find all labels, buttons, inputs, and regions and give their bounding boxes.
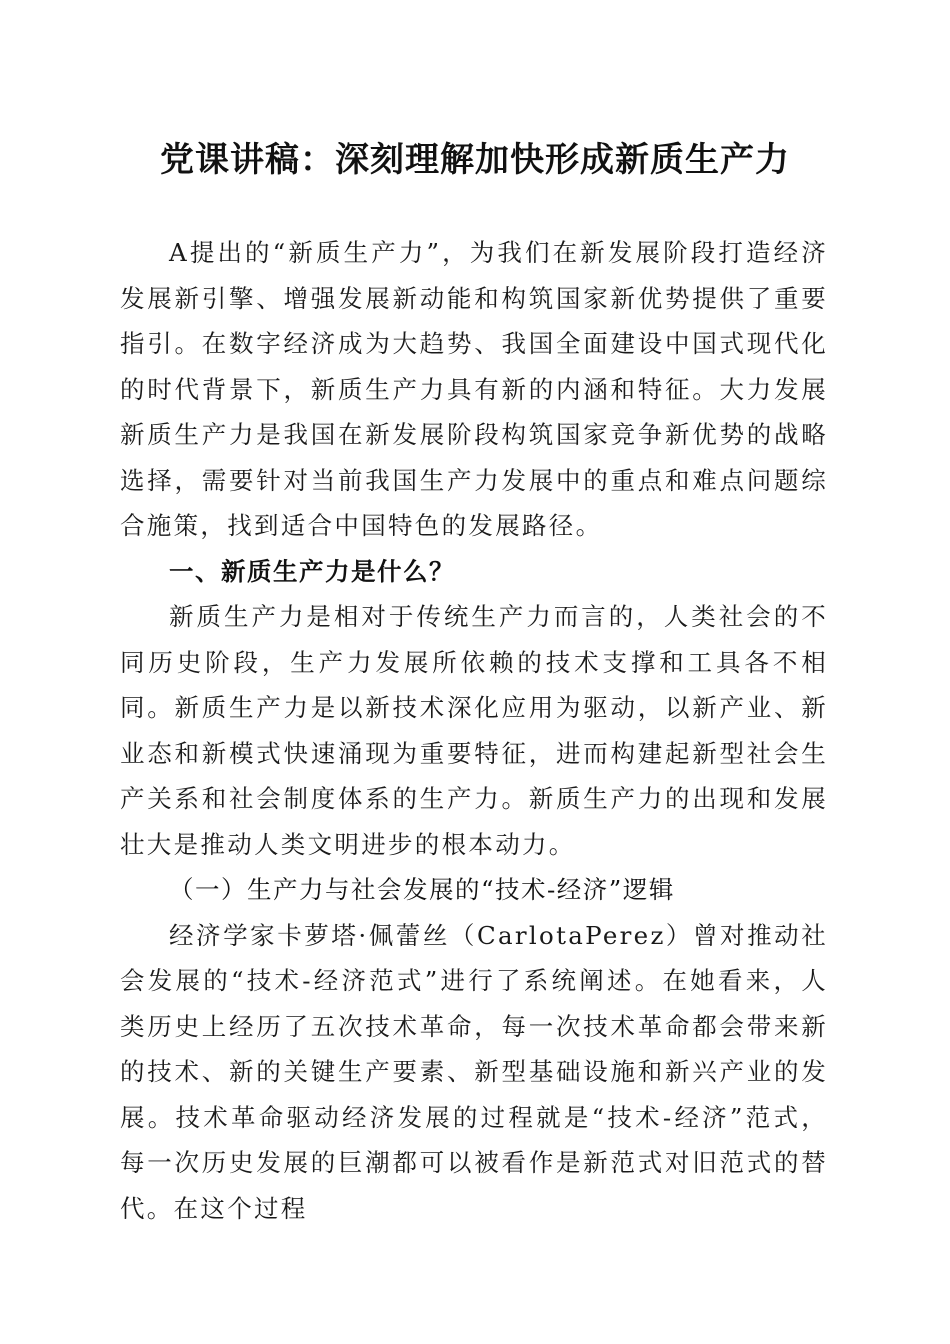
paragraph-section-1: 新质生产力是相对于传统生产力而言的，人类社会的不同历史阶段，生产力发展所依赖的技术支撑和工具各不相同。新质生产力是以新技术深化应用为驱动，以新产业、新业态和新模式快速涌现为重要特征，进而构建起新型社会生产关系和社会制度体系的生产力。新质生产力的出现和发展壮大是推动人类文明进步的根本动力。 [120,602,828,859]
subsection-heading-1: （一）生产力与社会发展的“技术-经济”逻辑 [169,875,675,904]
paragraph-subsection-1: 经济学家卡萝塔·佩蕾丝（CarlotaPerez）曾对推动社会发展的“技术-经济范式”进行了系统阐述。在她看来，人类历史上经历了五次技术革命，每一次技术革命都会带来新的技术、新的关键生产要素、新型基础设施和新兴产业的发展。技术革命驱动经济发展的过程就是“技术-经济”范式，每一次历史发展的巨潮都可以被看作是新范式对旧范式的替代。在这个过程 [120,920,828,1223]
document-title: 党课讲稿：深刻理解加快形成新质生产力 [160,140,790,180]
paragraph-intro: A提出的“新质生产力”，为我们在新发展阶段打造经济发展新引擎、增强发展新动能和构筑国家新优势提供了重要指引。在数字经济成为大趋势、我国全面建设中国式现代化的时代背景下，新质生产力具有新的内涵和特征。大力发展新质生产力是我国在新发展阶段构筑国家竞争新优势的战略选择，需要针对当前我国生产力发展中的重点和难点问题综合施策，找到适合中国特色的发展路径。 [120,238,828,540]
section-heading-1: 一、新质生产力是什么？ [169,556,455,586]
document-body [120,230,828,1231]
